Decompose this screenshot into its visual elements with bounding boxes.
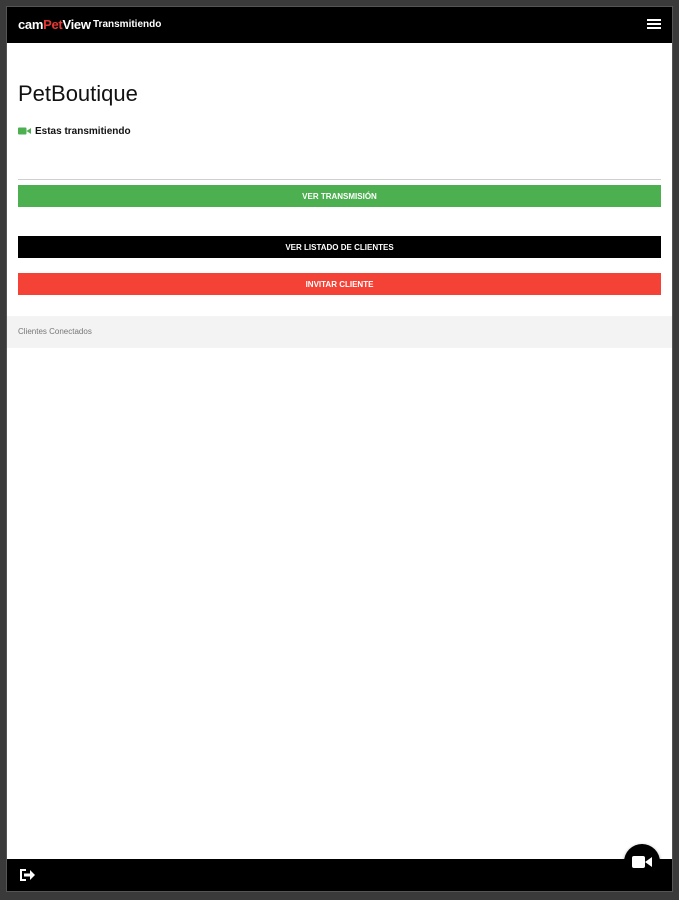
app-screen (7, 7, 672, 891)
top-app-bar (7, 7, 672, 43)
invite-client-button[interactable]: INVITAR CLIENTE (18, 273, 661, 295)
bottom-bar (7, 859, 672, 891)
status-text: Estas transmitiendo (35, 125, 131, 137)
connected-clients-label: Clientes Conectados (18, 327, 92, 336)
brand-pet-text: Pet (43, 17, 63, 32)
page-title: PetBoutique (18, 81, 138, 106)
brand-cam-text: cam (18, 17, 44, 32)
screen-title: Transmitiendo (93, 19, 162, 30)
hamburger-menu-icon[interactable] (647, 19, 661, 31)
camera-fab-button[interactable] (624, 844, 660, 880)
video-camera-icon (18, 127, 31, 135)
brand-view-text: View (62, 17, 91, 32)
video-camera-icon (632, 855, 652, 869)
streaming-status (18, 124, 131, 138)
client-list-button[interactable]: VER LISTADO DE CLIENTES (18, 236, 661, 258)
app-logo (18, 17, 91, 32)
divider (18, 179, 661, 180)
connected-clients-header (7, 316, 672, 348)
sign-out-icon[interactable] (17, 865, 37, 885)
view-stream-button[interactable]: VER TRANSMISIÓN (18, 185, 661, 207)
